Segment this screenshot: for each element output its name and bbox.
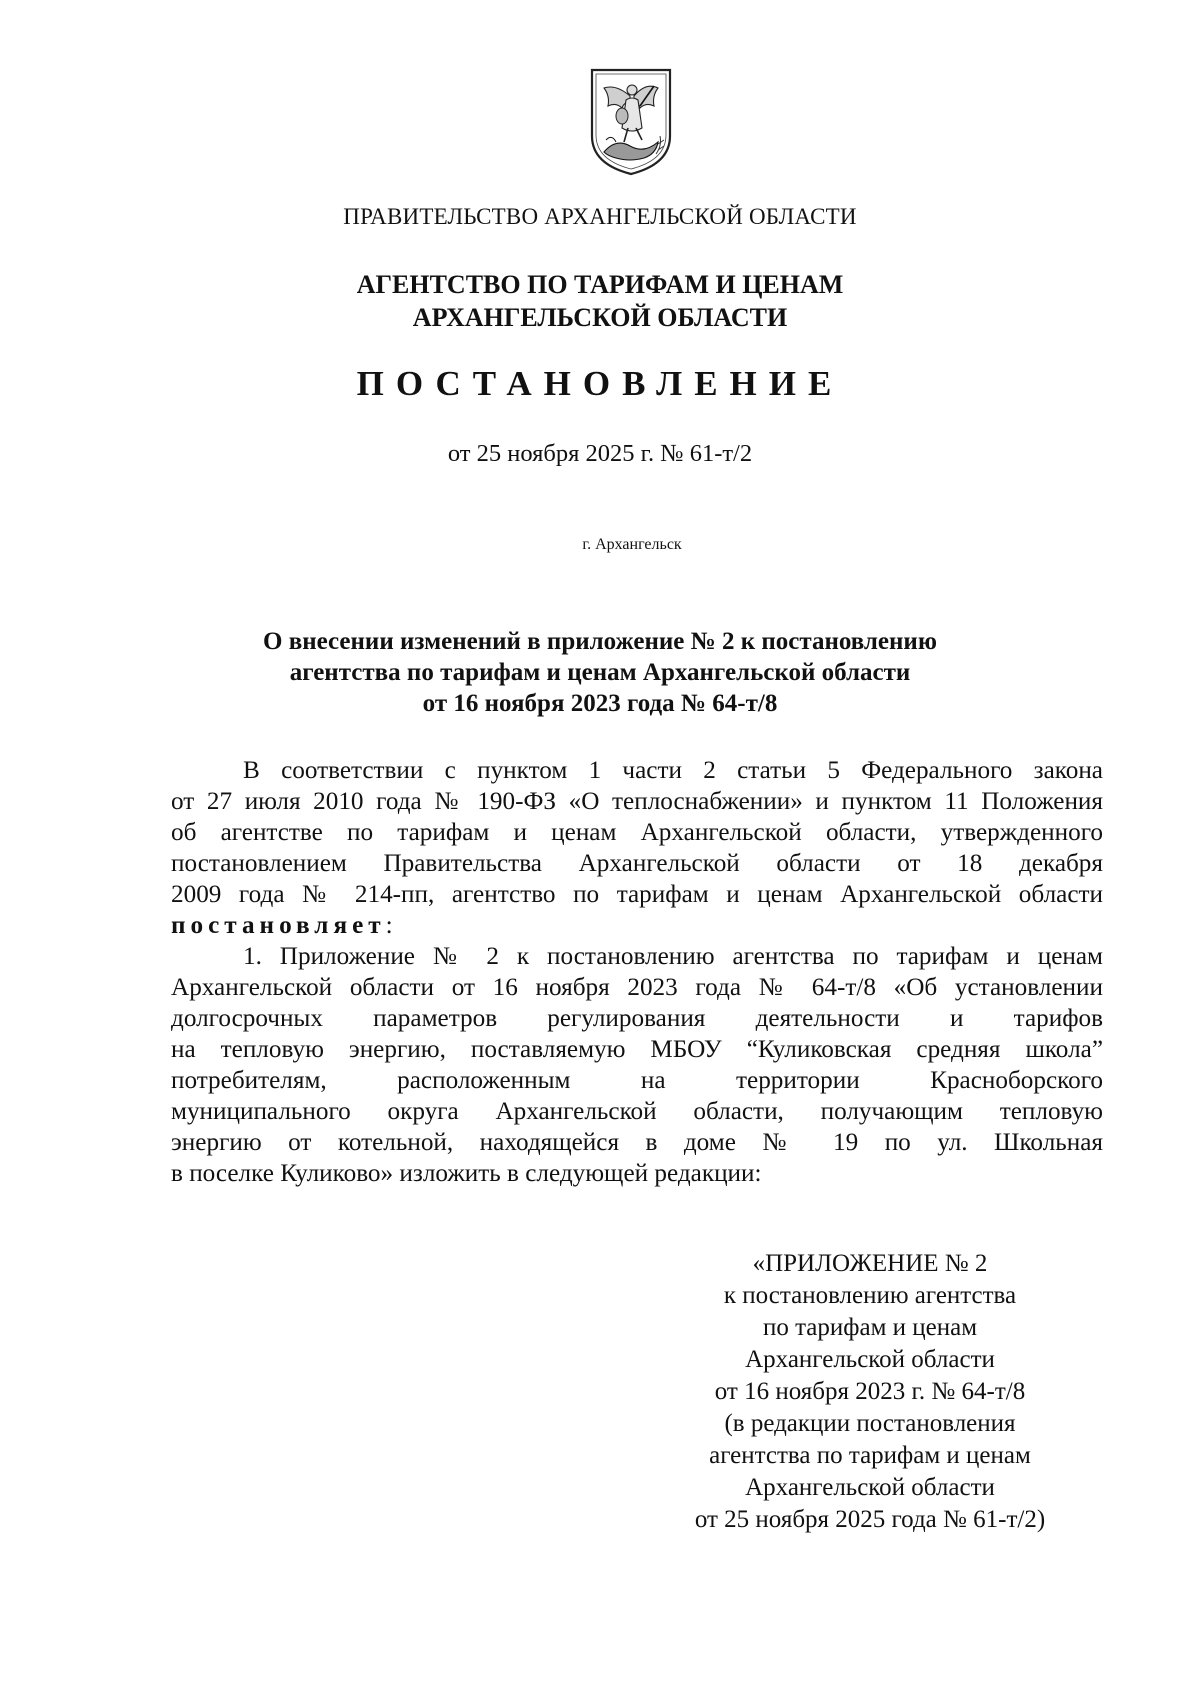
item-1-line: 1. Приложение № 2 к постановлению агентства по тарифам и ценам: [243, 943, 1103, 970]
preamble-line: постановлением Правительства Архангельской области от 18 декабря: [171, 850, 1103, 877]
resolves-line: [171, 910, 1103, 941]
item-1-line: энергию от котельной, находящейся в доме № 19 по ул. Школьная: [171, 1129, 1103, 1156]
government-name: ПРАВИТЕЛЬСТВО АРХАНГЕЛЬСКОЙ ОБЛАСТИ: [343, 204, 857, 229]
preamble-paragraph: [171, 755, 1103, 941]
appendix-line: Архангельской области: [745, 1474, 995, 1501]
preamble-line: В соответствии с пунктом 1 части 2 статьи 5 Федерального закона: [243, 757, 1103, 784]
subject-line-2: агентства по тарифам и ценам Архангельской области: [289, 659, 911, 686]
item-1-line: Архангельской области от 16 ноября 2023 года № 64-т/8 «Об установлении: [171, 974, 1103, 1001]
document-city: г. Архангельск: [582, 536, 682, 553]
subject-line-3: от 16 ноября 2023 года № 64-т/8: [422, 690, 778, 717]
appendix-line: агентства по тарифам и ценам: [709, 1442, 1031, 1469]
appendix-line: от 16 ноября 2023 г. № 64-т/8: [714, 1378, 1026, 1405]
item-1-line: потребителям, расположенным на территории Красноборского: [171, 1067, 1103, 1094]
appendix-line: к постановлению агентства: [723, 1282, 1017, 1309]
document-body: [171, 755, 1103, 1189]
document-subject: [0, 626, 1200, 719]
appendix-line: по тарифам и ценам: [762, 1314, 978, 1341]
item-1-line: в поселке Куликово» изложить в следующей редакции:: [171, 1160, 762, 1187]
appendix-header: [640, 1248, 1100, 1536]
preamble-line: от 27 июля 2010 года № 190-ФЗ «О теплоснабжении» и пунктом 11 Положения: [171, 788, 1103, 815]
appendix-line: (в редакции постановления: [724, 1410, 1016, 1437]
appendix-line: Архангельской области: [745, 1346, 995, 1373]
item-1-line: муниципального округа Архангельской области, получающим тепловую: [171, 1098, 1103, 1125]
preamble-line: об агентстве по тарифам и ценам Архангельской области, утвержденного: [171, 819, 1103, 846]
coat-of-arms-emblem-icon: [586, 66, 676, 178]
item-1-paragraph: [171, 941, 1103, 1189]
item-1-line: долгосрочных параметров регулирования деятельности и тарифов: [171, 1005, 1103, 1032]
agency-name-line-2: АРХАНГЕЛЬСКОЙ ОБЛАСТИ: [412, 303, 788, 332]
agency-name: [0, 268, 1200, 334]
resolves-colon: :: [385, 912, 393, 939]
document-type-title: ПОСТАНОВЛЕНИЕ: [356, 364, 844, 403]
preamble-line: 2009 года № 214-пп, агентство по тарифам и ценам Архангельской области: [171, 881, 1103, 908]
appendix-line: «ПРИЛОЖЕНИЕ № 2: [752, 1250, 988, 1277]
document-date-number: от 25 ноября 2025 г. № 61-т/2: [447, 440, 753, 467]
item-1-line: на тепловую энергию, поставляемую МБОУ “Куликовская средняя школа”: [171, 1036, 1103, 1063]
subject-line-1: О внесении изменений в приложение № 2 к постановлению: [263, 628, 937, 655]
agency-name-line-1: АГЕНТСТВО ПО ТАРИФАМ И ЦЕНАМ: [356, 270, 844, 299]
appendix-line: от 25 ноября 2025 года № 61-т/2): [694, 1506, 1046, 1533]
resolves-word: постановляет: [171, 912, 386, 939]
